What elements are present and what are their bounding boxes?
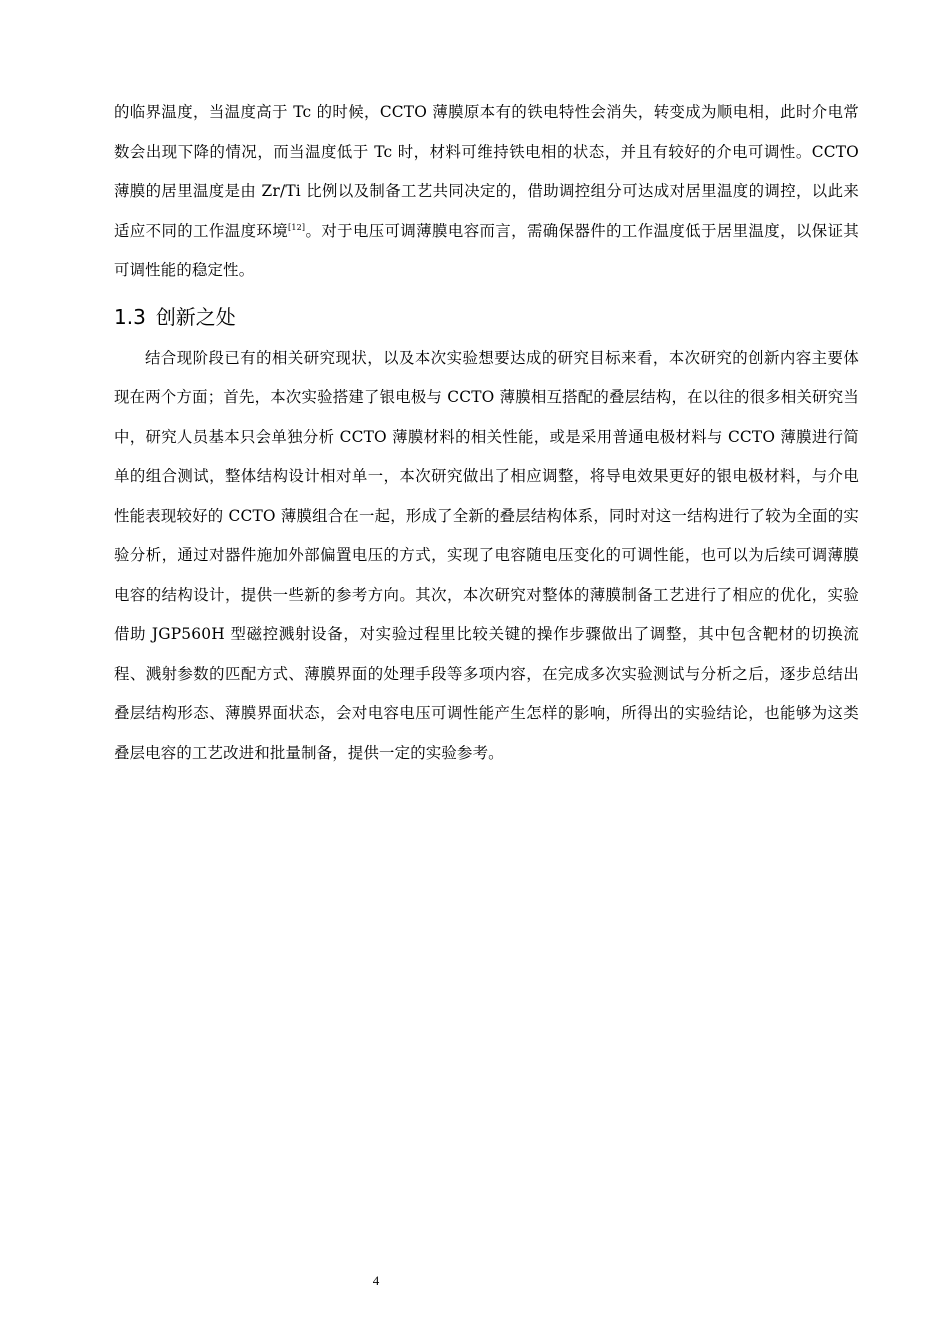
body-paragraph-curie-temperature — [114, 93, 859, 291]
citation-reference: [12] — [288, 222, 306, 232]
page-number: 4 — [372, 1273, 380, 1288]
section-heading — [114, 302, 859, 332]
page-content — [114, 93, 859, 773]
paragraph-text: 的临界温度，当温度高于 Tc 的时候，CCTO 薄膜原本有的铁电特性会消失，转变成为顺电相，此时介电常数会出现下降的情况，而当温度低于 Tc 时，材料可维持铁电相的状态，并且有较好的介电可调性。CCTO 薄膜的居里温度是由 Zr/Ti 比例以及制备工艺共同决定的，借助调控组分可达成对居里温度的调控，以此来适应不同的工作温度环境 — [114, 103, 859, 240]
body-paragraph-innovation: 结合现阶段已有的相关研究现状，以及本次实验想要达成的研究目标来看，本次研究的创新内容主要体现在两个方面；首先，本次实验搭建了银电极与 CCTO 薄膜相互搭配的叠层结构，在以往的很多相关研究当中，研究人员基本只会单独分析 CCTO 薄膜材料的相关性能，或是采用普通电极材料与 CCTO 薄膜进行简单的组合测试，整体结构设计相对单一，本次研究做出了相应调整，将导电效果更好的银电极材料，与介电性能表现较好的 CCTO 薄膜组合在一起，形成了全新的叠层结构体系，同时对这一结构进行了较为全面的实验分析，通过对器件施加外部偏置电压的方式，实现了电容随电压变化的可调性能，也可以为后续可调薄膜电容的结构设计，提供一些新的参考方向。其次，本次研究对整体的薄膜制备工艺进行了相应的优化，实验借助 JGP560H 型磁控溅射设备，对实验过程里比较关键的操作步骤做出了调整，其中包含靶材的切换流程、溅射参数的匹配方式、薄膜界面的处理手段等多项内容，在完成多次实验测试与分析之后，逐步总结出叠层结构形态、薄膜界面状态，会对电容电压可调性能产生怎样的影响，所得出的实验结论，也能够为这类叠层电容的工艺改进和批量制备，提供一定的实验参考。 — [114, 348, 859, 762]
section-number: 1.3 — [114, 304, 146, 329]
section-title: 创新之处 — [155, 304, 236, 329]
paragraph-text-continued: 。对于电压可调薄膜电容而言，需确保器件的工作温度低于居里温度，以保证其可调性能的稳定性。 — [114, 221, 859, 279]
